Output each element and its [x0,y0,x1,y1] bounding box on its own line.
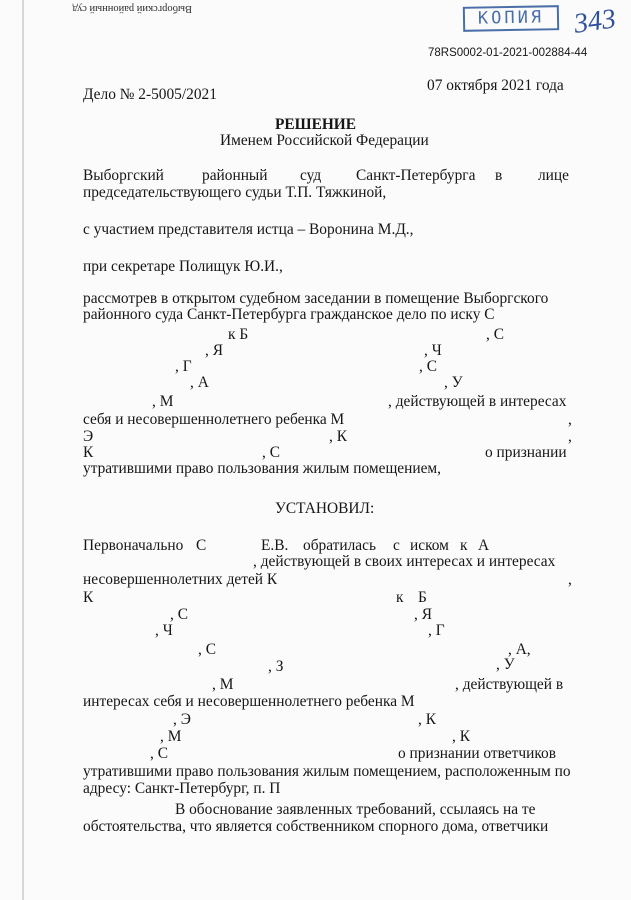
paragraph-fragment: , А [190,374,209,391]
case-number: Дело № 2-5005/2021 [83,86,217,103]
secretary-line: при секретаре Полищук Ю.И., [83,258,283,275]
paragraph-fragment: о признании [485,444,567,461]
paragraph-fragment: , действующей в интересах [388,393,567,410]
representative-line: с участием представителя истца – Воронина М.Д., [83,221,414,238]
paragraph-fragment: , М [160,728,182,745]
decision-date: 07 октября 2021 года [427,77,564,94]
text-word: к [460,537,468,554]
paragraph-fragment: , К [418,711,436,728]
text-word: в [495,167,503,184]
paragraph-fragment: , А, [508,641,531,658]
paragraph-fragment: , [568,571,572,588]
paragraph-fragment: , действующей в своих интересах и интересах [253,553,556,570]
paragraph-fragment: , З [268,658,284,675]
paragraph-line: рассмотрев в открытом судебном заседании в помещение Выборгского [83,290,549,307]
text-word: С [196,537,207,554]
paragraph-fragment: к [396,589,404,606]
paragraph-fragment: о признании ответчиков [398,745,557,762]
paragraph-fragment: , С [262,444,280,461]
paragraph-fragment: , У [496,656,515,673]
text-word: Выборгский [83,167,164,184]
paragraph-fragment: несовершеннолетних детей К [83,571,278,588]
paragraph-fragment: , С [150,745,168,762]
paragraph-fragment: , М [212,676,234,693]
decision-subtitle: Именем Российской Федерации [220,132,429,149]
text-word: лице [538,167,569,184]
paragraph-fragment: К [83,444,94,461]
text-word: районный [202,167,268,184]
paragraph-fragment: , Я [414,606,432,623]
paragraph-fragment: Э [83,428,94,445]
text-word: суд [300,167,322,184]
paragraph-line: интересах себя и несовершеннолетнего ребенка М [83,693,415,710]
paragraph-line: В обоснование заявленных требований, ссылаясь на те [175,801,536,818]
paragraph-line: утратившими право пользования жилым помещением, расположенным по [83,763,571,780]
copy-stamp: КОПИЯ [463,5,559,32]
text-word: иском [410,537,449,554]
text-word: Первоначально [83,537,184,554]
text-word: Е.В. [261,537,289,554]
paragraph-fragment: , Г [428,622,445,639]
paragraph-fragment: , Я [205,342,223,359]
paragraph-line: утратившими право пользования жилым помещением, [83,460,442,477]
paragraph-fragment: , С [486,326,504,343]
paragraph-fragment: , действующей в [455,676,564,693]
paragraph-fragment: , Э [173,711,191,728]
paragraph-fragment: , К [329,428,347,445]
paragraph-fragment: , [568,428,572,445]
paragraph-fragment: , Г [175,358,192,375]
paragraph-fragment: , Ч [155,622,173,639]
paragraph-fragment: , Ч [424,342,442,359]
paragraph-fragment: , С [198,641,216,658]
paragraph-fragment: к Б [228,326,249,343]
judge-line: председательствующего судьи Т.П. Тяжкиной, [83,184,387,201]
paragraph-line: районного суда Санкт-Петербурга гражданское дело по иску С [83,306,495,323]
scan-edge-line [22,0,24,900]
handwritten-page-number: 343 [571,3,618,40]
section-heading: УСТАНОВИЛ: [275,500,375,517]
paragraph-fragment: Б [418,589,427,606]
paragraph-fragment: , С [419,358,437,375]
paragraph-fragment: , М [152,393,174,410]
paragraph-fragment: , У [444,374,463,391]
paragraph-fragment: К [83,589,94,606]
paragraph-fragment: себя и несовершеннолетнего ребенка М [83,411,345,428]
paragraph-fragment: , К [452,728,470,745]
text-word: обратилась [303,537,376,554]
text-word: с [393,537,400,554]
case-uid: 78RS0002-01-2021-002884-44 [428,47,588,59]
paragraph-fragment: , [568,411,572,428]
text-word: А [478,537,490,554]
paragraph-line: адресу: Санкт-Петербург, п. П [83,780,281,797]
court-mirror-text: Выборгский районный суд [72,3,192,14]
paragraph-fragment: , С [170,606,188,623]
decision-title: РЕШЕНИЕ [275,116,357,133]
paragraph-line: обстоятельства, что является собственником спорного дома, ответчики [83,818,549,835]
text-word: Санкт-Петербурга [356,167,476,184]
